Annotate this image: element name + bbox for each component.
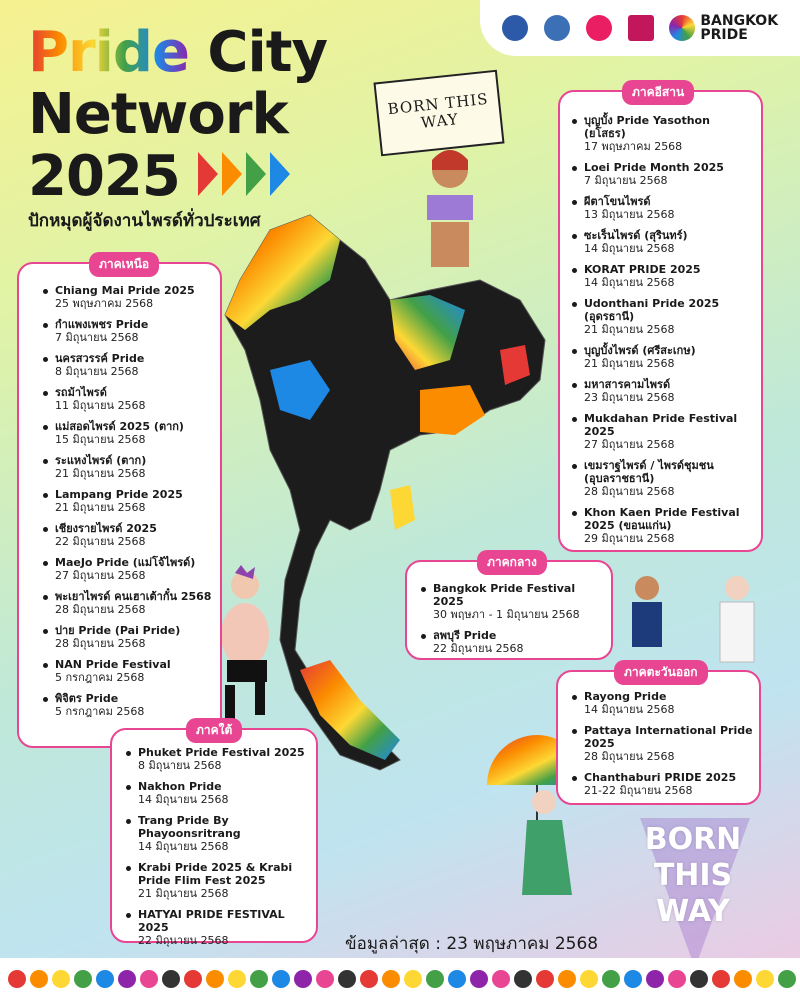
sponsor-logo-icon <box>228 970 246 988</box>
sponsor-logo-icon <box>492 970 510 988</box>
event-item <box>570 263 753 289</box>
event-item <box>570 771 753 797</box>
event-name: Loei Pride Month 2025 <box>584 161 724 174</box>
event-name: ลพบุรี Pride <box>433 629 497 642</box>
event-name: Nakhon Pride <box>138 780 222 793</box>
title-year: 2025 <box>28 144 180 209</box>
event-date: 8 มิถุนายน 2568 <box>138 759 222 772</box>
sponsor-logo-icon <box>338 970 356 988</box>
event-item <box>41 352 212 378</box>
event-name: แม่สอดไพรด์ 2025 (ตาก) <box>55 420 184 433</box>
sponsor-logo-icon <box>536 970 554 988</box>
event-date: 22 มิถุนายน 2568 <box>55 535 146 548</box>
event-name: Chanthaburi PRIDE 2025 <box>584 771 737 784</box>
event-item <box>124 814 310 853</box>
map-central-yellow <box>390 485 415 530</box>
event-name: Mukdahan Pride Festival 2025 <box>584 412 738 438</box>
event-name: Lampang Pride 2025 <box>55 488 183 501</box>
north-region-panel <box>17 257 222 748</box>
born-this-way-graphic <box>628 822 758 930</box>
event-name: Krabi Pride 2025 & Krabi Pride Flim Fest 2025 <box>138 861 293 887</box>
event-name: NAN Pride Festival <box>55 658 171 671</box>
event-date: 7 มิถุนายน 2568 <box>584 174 668 187</box>
sign-holder-illustration <box>405 140 495 270</box>
event-name: บุญบั้งไพรด์ (ศรีสะเกษ) <box>584 344 696 357</box>
sponsor-logo-icon <box>360 970 378 988</box>
event-name: Chiang Mai Pride 2025 <box>55 284 195 297</box>
event-date: 14 มิถุนายน 2568 <box>138 793 229 806</box>
event-item <box>41 488 212 514</box>
dancer-illustration <box>215 565 285 735</box>
central-event-list <box>419 582 603 655</box>
central-region-panel <box>405 555 613 660</box>
event-date: 14 มิถุนายน 2568 <box>584 242 675 255</box>
event-date: 30 พฤษภา - 1 มิถุนายน 2568 <box>433 608 580 621</box>
event-date: 13 มิถุนายน 2568 <box>584 208 675 221</box>
amazing-thailand-logo-icon <box>586 15 612 41</box>
event-name: ซะเร็นไพรด์ (สุรินทร์) <box>584 229 688 242</box>
event-item <box>124 861 310 900</box>
south-event-list <box>124 746 310 947</box>
event-date: 28 มิถุนายน 2568 <box>55 637 146 650</box>
event-date: 21 มิถุนายน 2568 <box>55 501 146 514</box>
northeast-region-panel <box>558 85 763 552</box>
event-item <box>41 658 212 684</box>
sponsor-logo-icon <box>602 970 620 988</box>
sponsor-logo-icon <box>74 970 92 988</box>
event-date: 21 มิถุนายน 2568 <box>584 323 675 336</box>
event-date: 27 มิถุนายน 2568 <box>584 438 675 451</box>
event-name: เขมราฐไพรด์ / ไพรด์ชุมชน (อุบลราชธานี) <box>584 459 714 485</box>
brand-line-2: PRIDE <box>700 27 748 43</box>
event-item <box>570 344 753 370</box>
event-date: 28 มิถุนายน 2568 <box>584 485 675 498</box>
event-name: บุญบั้ง Pride Yasothon (ยโสธร) <box>584 114 710 140</box>
event-item <box>41 590 212 616</box>
sponsor-logo-icon <box>624 970 642 988</box>
subtitle: ปักหมุดผู้จัดงานไพรด์ทั่วประเทศ <box>28 211 261 231</box>
event-date: 14 มิถุนายน 2568 <box>584 703 675 716</box>
bangkok-pride-logo <box>669 14 778 42</box>
event-name: Rayong Pride <box>584 690 667 703</box>
event-name: ผีตาโขนไพรด์ <box>584 195 651 208</box>
event-date: 22 มิถุนายน 2568 <box>138 934 229 947</box>
event-name: Trang Pride By Phayoonsritrang <box>138 814 241 840</box>
event-item <box>570 378 753 404</box>
event-item <box>41 318 212 344</box>
event-date: 17 พฤษภาคม 2568 <box>584 140 683 153</box>
event-item <box>41 692 212 718</box>
title-network: Network <box>28 82 288 147</box>
sponsor-logo-icon <box>514 970 532 988</box>
event-item <box>41 420 212 446</box>
event-name: มหาสารคามไพรด์ <box>584 378 671 391</box>
event-name: กำแพงเพชร Pride <box>55 318 149 331</box>
sponsor-logo-icon <box>470 970 488 988</box>
event-date: 14 มิถุนายน 2568 <box>138 840 229 853</box>
sponsor-logo-icon <box>756 970 774 988</box>
sponsor-logo-icon <box>382 970 400 988</box>
event-name: Phuket Pride Festival 2025 <box>138 746 305 759</box>
northeast-region-tag: ภาคอีสาน <box>622 80 694 105</box>
east-region-tag: ภาคตะวันออก <box>614 660 708 685</box>
event-item <box>570 161 753 187</box>
central-region-tag: ภาคกลาง <box>477 550 547 575</box>
east-region-panel <box>556 665 761 805</box>
sponsor-logo-icon <box>162 970 180 988</box>
event-item <box>570 297 753 336</box>
event-item <box>570 229 753 255</box>
sponsor-logo-icon <box>294 970 312 988</box>
event-name: Bangkok Pride Festival 2025 <box>433 582 576 608</box>
event-name: นครสวรรค์ Pride <box>55 352 145 365</box>
event-item <box>41 624 212 650</box>
event-name: เชียงรายไพรด์ 2025 <box>55 522 157 535</box>
event-name: MaeJo Pride (แม่โจ้ไพรด์) <box>55 556 196 569</box>
event-date: 21 มิถุนายน 2568 <box>584 357 675 370</box>
sponsor-logos-footer <box>0 958 800 1000</box>
sponsor-logo-icon <box>712 970 730 988</box>
sponsor-logo-icon <box>646 970 664 988</box>
event-name: พิจิตร Pride <box>55 692 119 705</box>
title-city-word: City <box>207 20 327 85</box>
event-date: 8 มิถุนายน 2568 <box>55 365 139 378</box>
this-word: THIS <box>653 858 733 893</box>
event-item <box>419 629 603 655</box>
event-date: 5 กรกฎาคม 2568 <box>55 671 145 684</box>
sponsor-logo-icon <box>404 970 422 988</box>
event-date: 29 มิถุนายน 2568 <box>584 532 675 545</box>
sponsor-logo-icon <box>580 970 598 988</box>
event-item <box>124 780 310 806</box>
sponsor-logo-icon <box>96 970 114 988</box>
event-date: 11 มิถุนายน 2568 <box>55 399 146 412</box>
event-item <box>570 195 753 221</box>
way-word: WAY <box>656 894 730 929</box>
south-region-panel <box>110 723 318 947</box>
event-item <box>570 459 753 498</box>
sponsor-logo-icon <box>272 970 290 988</box>
sponsor-logo-icon <box>778 970 796 988</box>
sponsor-logo-icon <box>184 970 202 988</box>
sponsor-logo-icon <box>140 970 158 988</box>
northeast-event-list <box>570 114 753 545</box>
sponsor-logo-icon <box>426 970 444 988</box>
event-item <box>570 506 753 545</box>
event-date: 15 มิถุนายน 2568 <box>55 433 146 446</box>
last-updated-note: ข้อมูลล่าสุด : 23 พฤษภาคม 2568 <box>345 934 599 954</box>
couple-illustration <box>612 570 782 670</box>
ministry-logo-icon <box>544 15 570 41</box>
event-date: 25 พฤษภาคม 2568 <box>55 297 154 310</box>
born-word: BORN <box>644 822 742 857</box>
event-name: พะเยาไพรด์ คนเฮาเต้ากั๋น 2568 <box>55 590 212 603</box>
event-name: รถม้าไพรด์ <box>55 386 107 399</box>
sponsor-logo-icon <box>690 970 708 988</box>
event-item <box>570 690 753 716</box>
event-item <box>124 908 310 947</box>
sponsor-logo-icon <box>206 970 224 988</box>
event-item <box>41 522 212 548</box>
sponsor-logo-icon <box>8 970 26 988</box>
event-date: 21 มิถุนายน 2568 <box>138 887 229 900</box>
sponsor-logo-icon <box>668 970 686 988</box>
event-date: 14 มิถุนายน 2568 <box>584 276 675 289</box>
event-item <box>41 284 212 310</box>
partner-square-logo-icon <box>628 15 654 41</box>
event-name: ระแหงไพรด์ (ตาก) <box>55 454 147 467</box>
north-event-list <box>41 284 212 718</box>
event-date: 23 มิถุนายน 2568 <box>584 391 675 404</box>
bangkok-pride-mark-icon <box>669 15 695 41</box>
event-name: HATYAI PRIDE FESTIVAL 2025 <box>138 908 285 934</box>
sponsor-logo-icon <box>558 970 576 988</box>
event-name: KORAT PRIDE 2025 <box>584 263 701 276</box>
event-name: Pattaya International Pride 2025 <box>584 724 753 750</box>
event-name: ปาย Pride (Pai Pride) <box>55 624 181 637</box>
sponsor-logo-icon <box>52 970 70 988</box>
event-item <box>41 556 212 582</box>
event-date: 22 มิถุนายน 2568 <box>433 642 524 655</box>
north-region-tag: ภาคเหนือ <box>89 252 159 277</box>
event-item <box>570 412 753 451</box>
sponsor-logo-icon <box>734 970 752 988</box>
event-name: Udonthani Pride 2025 (อุดรธานี) <box>584 297 720 323</box>
chevron-arrows-icon <box>198 152 294 196</box>
event-date: 28 มิถุนายน 2568 <box>584 750 675 763</box>
event-item <box>41 454 212 480</box>
event-item <box>419 582 603 621</box>
brand-line-1: BANGKOK <box>700 13 779 29</box>
event-item <box>570 724 753 763</box>
event-date: 28 มิถุนายน 2568 <box>55 603 146 616</box>
sponsor-logo-icon <box>118 970 136 988</box>
born-this-way-sign: BORN THIS WAY <box>373 70 504 157</box>
event-name: Khon Kaen Pride Festival 2025 (ขอนแก่น) <box>584 506 740 532</box>
sponsor-logo-icon <box>316 970 334 988</box>
event-date: 7 มิถุนายน 2568 <box>55 331 139 344</box>
event-date: 21-22 มิถุนายน 2568 <box>584 784 693 797</box>
event-date: 5 กรกฎาคม 2568 <box>55 705 145 718</box>
sponsor-logo-icon <box>250 970 268 988</box>
event-date: 21 มิถุนายน 2568 <box>55 467 146 480</box>
event-item <box>124 746 310 772</box>
org-seal-logo-icon <box>502 15 528 41</box>
sponsor-logo-icon <box>448 970 466 988</box>
partner-logos-bar <box>480 0 800 56</box>
event-item <box>570 114 753 153</box>
sponsor-logo-icon <box>30 970 48 988</box>
east-event-list <box>570 690 753 797</box>
event-date: 27 มิถุนายน 2568 <box>55 569 146 582</box>
title-pride-word: Pride <box>28 20 189 85</box>
event-item <box>41 386 212 412</box>
south-region-tag: ภาคใต้ <box>186 718 242 743</box>
